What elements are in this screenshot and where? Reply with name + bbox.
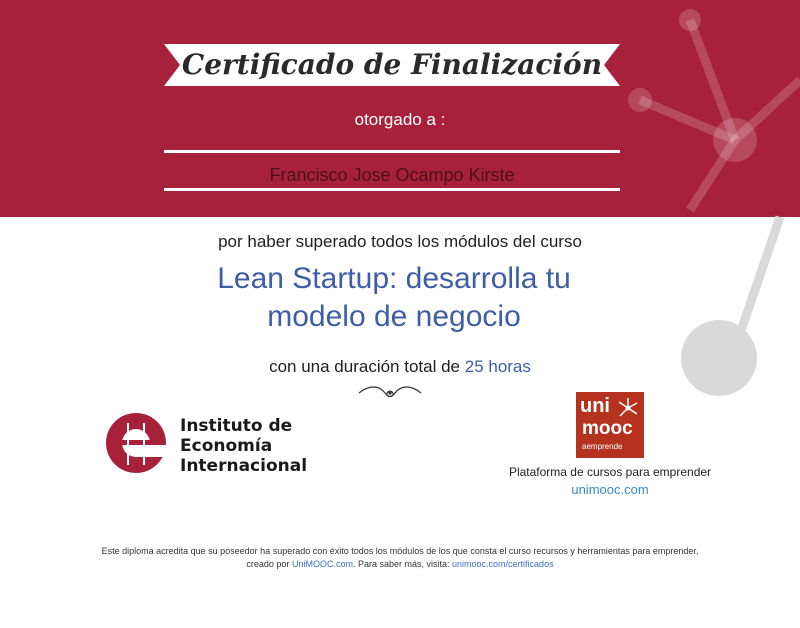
unimooc-link[interactable]: unimooc.com [571, 482, 649, 497]
unimooc-footer-link[interactable]: UniMOOC.com [291, 559, 353, 569]
footer-more-info: . Para saber más, visita: [352, 559, 450, 569]
duration-statement [0, 357, 800, 377]
completion-statement: por haber superado todos los módulos del curso [218, 232, 582, 251]
flourish-ornament-icon [355, 385, 425, 401]
recipient-top-rule [164, 150, 620, 153]
footer-line-2 [60, 558, 740, 571]
spark-icon [616, 396, 640, 420]
institute-name [180, 416, 370, 476]
course-title-line-2: modelo de negocio [267, 300, 521, 333]
institute-line-1: Instituto de [180, 416, 293, 436]
globe-e-logo-icon [104, 411, 168, 475]
course-title-line-1: Lean Startup: desarrolla tu [217, 262, 571, 295]
footer-created-by: creado por [246, 559, 290, 569]
awarded-to-label: otorgado a : [354, 110, 446, 129]
certificate-title: Certificado de Finalización [181, 48, 603, 81]
unimooc-logo [576, 392, 644, 458]
institute-line-3: Internacional [180, 456, 308, 476]
recipient-bottom-rule [164, 188, 620, 191]
course-title [150, 260, 638, 336]
footer-disclaimer [60, 545, 740, 571]
unimooc-logo-sub: aemprende [582, 442, 623, 451]
recipient-name: Francisco Jose Ocampo Kirste [269, 165, 515, 185]
unimooc-logo-mooc: mooc [582, 418, 633, 439]
duration-value: 25 horas [464, 357, 531, 376]
unimooc-logo-uni: uni [580, 395, 610, 417]
certificates-link[interactable]: unimooc.com/certificados [452, 559, 554, 569]
institute-line-2: Economía [180, 436, 273, 456]
footer-line-1: Este diploma acredita que su poseedor ha superado con éxito todos los módulos de los que consta el curso recursos y herramientas para emprender, [101, 546, 699, 556]
unimooc-tagline: Plataforma de cursos para emprender [508, 465, 712, 479]
duration-prefix: con una duración total de [269, 357, 460, 376]
